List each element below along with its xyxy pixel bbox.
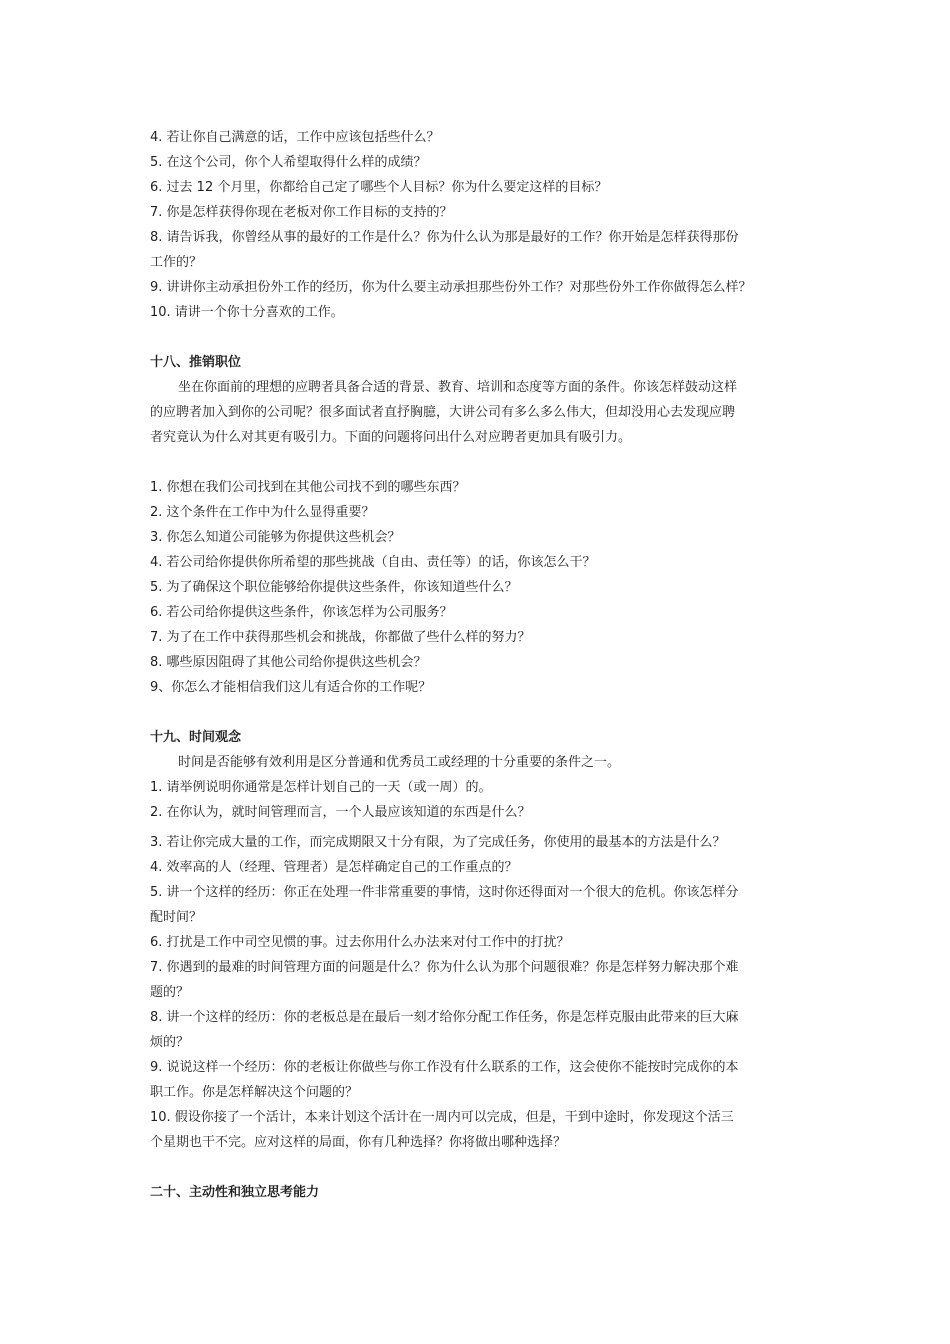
section-heading-20: 二十、主动性和独立思考能力 (150, 1185, 320, 1200)
list-item: 3. 若让你完成大量的工作，而完成期限又十分有限，为了完成任务，你使用的最基本的方法是什么？ (150, 835, 726, 850)
list-item: 7. 你遇到的最难的时间管理方面的问题是什么？你为什么认为那个问题很难？你是怎样努力解决那个难 (150, 960, 739, 975)
section-heading-19: 十九、时间观念 (150, 730, 242, 745)
list-item: 9、你怎么才能相信我们这儿有适合你的工作呢？ (150, 680, 432, 695)
intro-line: 者究竟认为什么对其更有吸引力。下面的问题将问出什么对应聘者更加具有吸引力。 (150, 430, 632, 445)
list-item: 4. 若让你自己满意的话，工作中应该包括些什么？ (150, 130, 440, 145)
list-item: 9. 说说这样一个经历：你的老板让你做些与你工作没有什么联系的工作，这会使你不能按时完成你的本 (150, 1060, 739, 1075)
list-item: 9. 讲讲你主动承担份外工作的经历，你为什么要主动承担那些份外工作？对那些份外工作你做得怎么样？ (150, 280, 752, 295)
intro-line: 坐在你面前的理想的应聘者具备合适的背景、教育、培训和态度等方面的条件。你该怎样鼓动这样 (178, 380, 738, 395)
list-item: 3. 你怎么知道公司能够为你提供这些机会？ (150, 530, 401, 545)
section-intro-18 (150, 375, 820, 450)
spacer (150, 450, 820, 475)
list-item-continuation: 烦的？ (150, 1035, 190, 1050)
list-item: 7. 你是怎样获得你现在老板对你工作目标的支持的？ (150, 205, 453, 220)
question-list-19a (150, 775, 820, 825)
question-list-18 (150, 475, 820, 700)
question-list-19b (150, 830, 820, 1155)
spacer (150, 700, 820, 725)
list-item-continuation: 个星期也干不完。应对这样的局面，你有几种选择？你将做出哪种选择？ (150, 1135, 567, 1150)
list-item: 2. 在你认为，就时间管理而言，一个人最应该知道的东西是什么？ (150, 805, 531, 820)
list-item-continuation: 职工作。你是怎样解决这个问题的？ (150, 1085, 359, 1100)
document-content (150, 125, 820, 1205)
intro-line: 的应聘者加入到你的公司呢？很多面试者直抒胸臆，大讲公司有多么多么伟大，但却没用心去发现应聘 (150, 405, 736, 420)
list-item: 1. 你想在我们公司找到在其他公司找不到的哪些东西？ (150, 480, 466, 495)
list-item: 8. 讲一个这样的经历：你的老板总是在最后一刻才给你分配工作任务，你是怎样克服由此带来的巨大麻 (150, 1010, 739, 1025)
list-item: 8. 哪些原因阻碍了其他公司给你提供这些机会？ (150, 655, 427, 670)
list-item: 1. 请举例说明你通常是怎样计划自己的一天（或一周）的。 (150, 780, 492, 795)
list-item: 7. 为了在工作中获得那些机会和挑战，你都做了些什么样的努力？ (150, 630, 531, 645)
section-heading-18: 十八、推销职位 (150, 355, 242, 370)
spacer (150, 1155, 820, 1180)
list-item: 10. 假设你接了一个活计，本来计划这个活计在一周内可以完成，但是，干到中途时，你发现这个活三 (150, 1110, 734, 1125)
list-item: 4. 效率高的人（经理、管理者）是怎样确定自己的工作重点的？ (150, 860, 518, 875)
list-item: 8. 请告诉我，你曾经从事的最好的工作是什么？你为什么认为那是最好的工作？你开始是怎样获得那份 (150, 230, 739, 245)
list-item: 10. 请讲一个你十分喜欢的工作。 (150, 305, 344, 320)
spacer (150, 325, 820, 350)
list-item-continuation: 配时间？ (150, 910, 203, 925)
list-item: 5. 讲一个这样的经历：你正在处理一件非常重要的事情，这时你还得面对一个很大的危机。你该怎样分 (150, 885, 739, 900)
list-item: 4. 若公司给你提供你所希望的那些挑战（自由、责任等）的话，你该怎么干？ (150, 555, 596, 570)
list-item: 6. 若公司给你提供这些条件，你该怎样为公司服务？ (150, 605, 453, 620)
list-item-continuation: 题的？ (150, 985, 190, 1000)
list-item-continuation: 工作的？ (150, 255, 203, 270)
list-item: 6. 过去 12 个月里，你都给自己定了哪些个人目标？你为什么要定这样的目标？ (150, 180, 608, 195)
section-intro-19: 时间是否能够有效利用是区分普通和优秀员工或经理的十分重要的条件之一。 (178, 755, 621, 770)
list-item: 2. 这个条件在工作中为什么显得重要？ (150, 505, 375, 520)
list-item: 6. 打扰是工作中司空见惯的事。过去你用什么办法来对付工作中的打扰？ (150, 935, 570, 950)
list-item: 5. 为了确保这个职位能够给你提供这些条件，你该知道些什么？ (150, 580, 518, 595)
list-item: 5. 在这个公司，你个人希望取得什么样的成绩？ (150, 155, 427, 170)
question-list-block1 (150, 125, 820, 325)
